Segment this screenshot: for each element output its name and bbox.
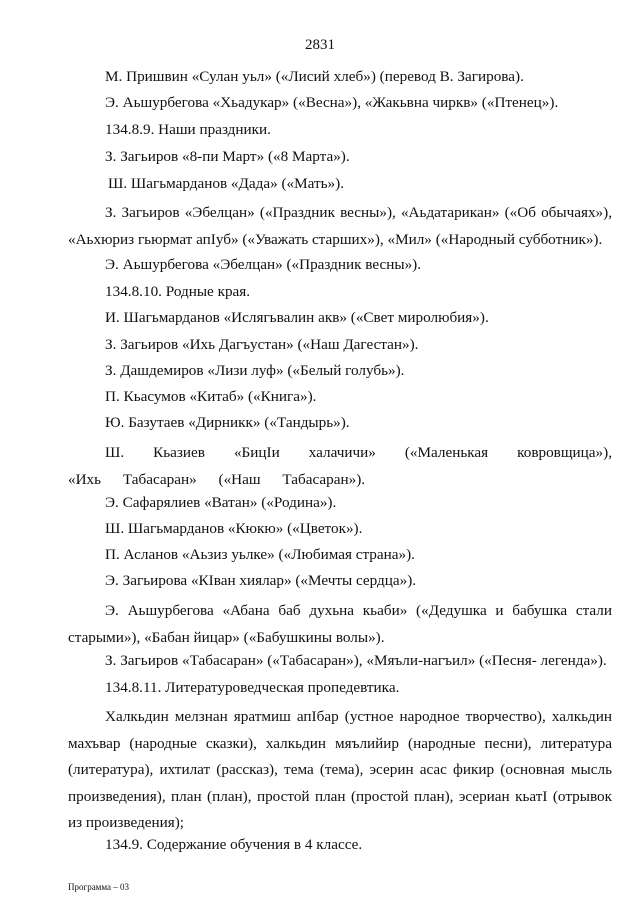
- text-line: З. Загьиров «8-пи Март» («8 Марта»).: [105, 148, 350, 165]
- text-line: Э. Сафарялиев «Ватан» («Родина»).: [105, 494, 337, 511]
- text-line: Э. Аьшурбегова «Эбелцан» («Праздник весны»).: [105, 256, 422, 273]
- text-line: И. Шагьмарданов «Ислягьвалин акв» («Свет миролюбия»).: [105, 309, 489, 326]
- text-line: Э. Аьшурбегова «Хьадукар» («Весна»), «Жакьвна чиркв» («Птенец»).: [105, 94, 559, 111]
- section-heading: 134.8.9. Наши праздники.: [105, 121, 271, 138]
- text-line: П. Асланов «Аьзиз уьлке» («Любимая страна»).: [105, 546, 415, 563]
- section-heading: 134.8.10. Родные края.: [105, 283, 251, 300]
- section-heading: 134.9. Содержание обучения в 4 классе.: [105, 836, 363, 853]
- text-line: З. Загьиров «Табасаран» («Табасаран»), «Мяъли-нагъил» («Песня- легенда»).: [105, 652, 607, 669]
- page-number: 2831: [305, 37, 335, 53]
- text-line: Э. Загьирова «КIван хиялар» («Мечты сердца»).: [105, 572, 417, 589]
- section-heading: 134.8.11. Литературоведческая пропедевтика.: [105, 679, 400, 696]
- text-line: Ю. Базутаев «Дирникк» («Тандырь»).: [105, 414, 350, 431]
- text-paragraph: Э. Аьшурбегова «Абана баб духьна кьаби» («Дедушка и бабушка стали старыми»), «Бабан йицар» («Бабушкины волы»).: [68, 602, 612, 646]
- text-line: М. Пришвин «Сулан уьл» («Лисий хлеб») (перевод В. Загирова).: [105, 68, 524, 85]
- text-line: Ш. Шагьмарданов «Дада» («Мать»).: [108, 175, 344, 192]
- text-paragraph: З. Загьиров «Эбелцан» («Праздник весны»), «Аьдатарикан» («Об обычаях»), «Аьхюриз гьюрмат апIуб» («Уважать старших»), «Мил» («Народный субботник»).: [68, 204, 612, 248]
- text-line: Ш. Шагьмарданов «Кюкю» («Цветок»).: [105, 520, 363, 537]
- text-line: З. Дашдемиров «Лизи луф» («Белый голубь»).: [105, 362, 405, 379]
- text-line: П. Кьасумов «Китаб» («Книга»).: [105, 388, 317, 405]
- text-paragraph: Халкьдин мелзнан яратмиш апIбар (устное народное творчество), халкьдин махъвар (народные сказки), халкьдин мяълийир (народные песни), литература (литература), ихтилат (рассказ), тема (тема), эсерин асас фикир (основная мысль произведения), план (план), простой план (простой план), эсериан кьатI (отрывок из произведения);: [68, 708, 612, 831]
- text-line: З. Загьиров «Ихь Дагъустан» («Наш Дагестан»).: [105, 336, 419, 353]
- footer-label: Программа – 03: [68, 882, 130, 892]
- text-paragraph: Ш. Кьазиев «БицIи халачичи» («Маленькая ковровщица»), «Ихь Табасаран» («Наш Табасаран»).: [68, 444, 612, 488]
